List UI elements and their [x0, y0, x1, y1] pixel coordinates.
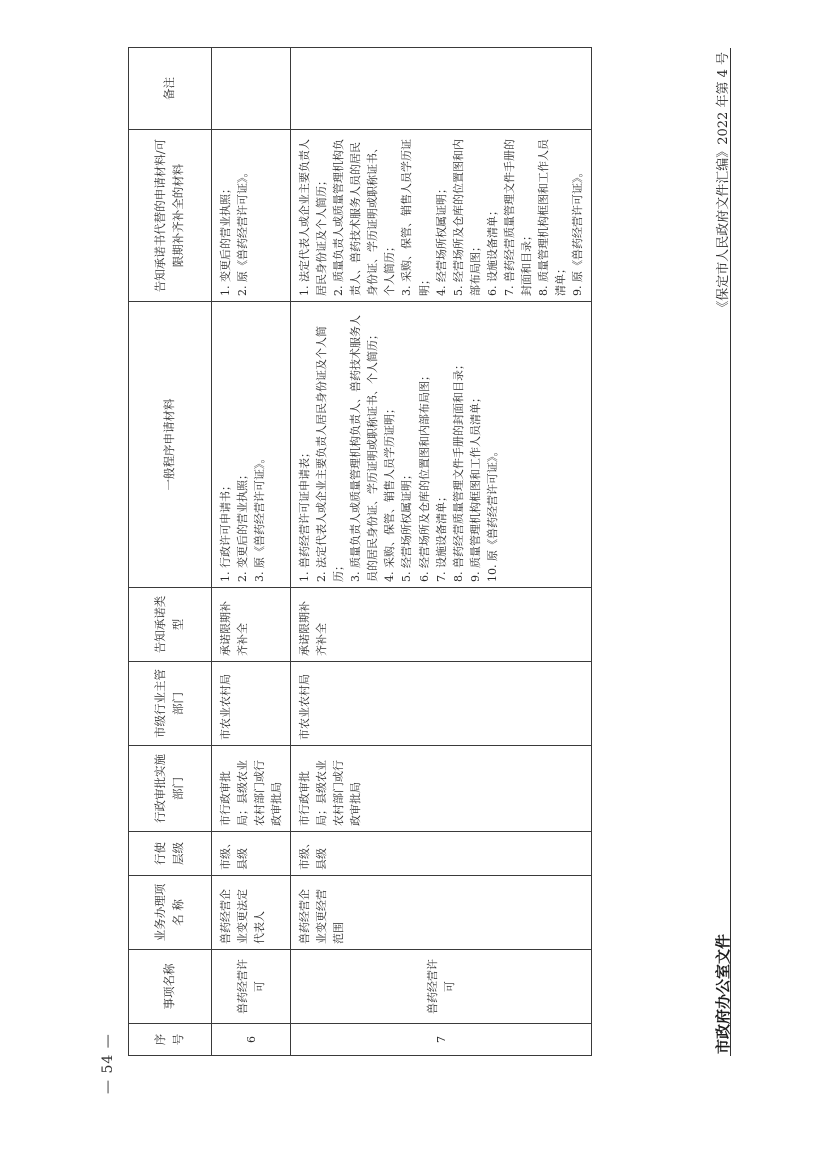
page-number: — 54 —	[100, 1033, 116, 1094]
list-item: 9. 质量管理机构框图和工作人员清单；	[468, 392, 482, 582]
list-item: 2. 变更后的营业执照；	[236, 469, 250, 582]
cell-sub-item: 兽药经营企业变更经营范围	[291, 876, 592, 950]
cell-item-name: 兽药经营许可	[212, 950, 291, 1024]
header-rule	[730, 48, 731, 1056]
approval-items-table	[128, 47, 592, 1056]
col-header-general-materials: 一般程序申请材料	[129, 302, 212, 588]
cell-remark	[212, 48, 291, 130]
cell-approval-dept: 市行政审批局；县级农业农村部门或行政审批局	[291, 746, 592, 832]
list-item: 3. 原《兽药经营许可证》。	[253, 452, 267, 582]
cell-seq: 7	[291, 1024, 592, 1056]
cell-replaced-materials	[291, 130, 592, 302]
list-item: 1. 兽药经营许可证申请表；	[298, 447, 312, 582]
header-issuer: 市政府办公室文件	[714, 933, 732, 1054]
cell-general-materials	[291, 302, 592, 588]
col-header-item-name: 事项名称	[129, 950, 212, 1024]
list-item: 3. 质量负责人或质量管理机构负责人、兽药技术服务人员的居民身份证、学历证明或职称证书、个人简历；	[349, 315, 380, 582]
col-header-authority: 市级行业主管部门	[129, 662, 212, 746]
cell-replaced-materials	[212, 130, 291, 302]
list-item: 10. 原《兽药经营许可证》。	[485, 445, 499, 582]
cell-item-name: 兽药经营许可	[291, 950, 592, 1024]
cell-promise-type: 承诺限期补齐补全	[291, 588, 592, 662]
list-item: 9. 原《兽药经营许可证》。	[570, 166, 584, 296]
cell-general-materials	[212, 302, 291, 588]
list-item: 3. 采购、保管、销售人员学历证明；	[400, 139, 431, 296]
cell-approval-dept: 市行政审批局；县级农业农村部门或行政审批局	[212, 746, 291, 832]
list-item: 6. 设施设备清单；	[485, 205, 499, 296]
list-item: 4. 经营场所权属证明；	[434, 183, 448, 296]
replaced-materials-list	[296, 135, 586, 296]
cell-sub-item: 兽药经营企业变更法定代表人	[212, 876, 291, 950]
table-row	[212, 48, 291, 1056]
list-item: 8. 质量管理机构框图和工作人员清单；	[536, 139, 567, 296]
col-header-replaced-materials: 告知承诺书代替的申请材料/可限期补齐补全的材料	[129, 130, 212, 302]
cell-authority: 市农业农村局	[212, 662, 291, 746]
col-header-promise-type: 告知承诺类型	[129, 588, 212, 662]
col-header-sub-item: 业务办理项名 称	[129, 876, 212, 950]
cell-level: 市级、县级	[291, 832, 592, 876]
list-item: 2. 质量负责人或质量管理机构负责人、兽药技术服务人员的居民身份证、学历证明或职称证书、个人简历；	[332, 139, 397, 296]
list-item: 2. 原《兽药经营许可证》。	[236, 166, 250, 296]
general-materials-list	[217, 307, 268, 582]
cell-level: 市级、县级	[212, 832, 291, 876]
list-item: 1. 变更后的营业执照；	[219, 183, 232, 296]
cell-authority: 市农业农村局	[291, 662, 592, 746]
table-header-row	[129, 48, 212, 1056]
col-header-seq: 序号	[129, 1024, 212, 1056]
list-item: 6. 经营场所及仓库的位置图和内部布局图；	[417, 370, 431, 582]
replaced-materials-list	[217, 135, 251, 296]
table-row	[291, 48, 592, 1056]
list-item: 1. 行政许可申请书；	[219, 480, 232, 582]
header-compilation-title: 《保定市人民政府文件汇编》2022 年第 4 号	[716, 52, 731, 314]
list-item: 4. 采购、保管、销售人员学历证明；	[383, 403, 397, 582]
cell-seq: 6	[212, 1024, 291, 1056]
col-header-approval-dept: 行政审批实施部门	[129, 746, 212, 832]
cell-remark	[291, 48, 592, 130]
list-item: 7. 设施设备清单；	[434, 491, 448, 582]
list-item: 5. 经营场所及仓库的位置图和内部布局图；	[451, 139, 482, 296]
list-item: 2. 法定代表人或企业主要负责人居民身份证及个人简历；	[315, 326, 346, 582]
list-item: 5. 经营场所权属证明；	[400, 469, 414, 582]
col-header-level: 行使层级	[129, 832, 212, 876]
list-item: 1. 法定代表人或企业主要负责人居民身份证及个人简历；	[298, 139, 329, 296]
list-item: 8. 兽药经营质量管理文件手册的封面和目录；	[451, 359, 465, 582]
cell-promise-type: 承诺限期补齐补全	[212, 588, 291, 662]
list-item: 7. 兽药经营质量管理文件手册的封面和目录；	[502, 139, 533, 296]
col-header-remark: 备注	[129, 48, 212, 130]
general-materials-list	[296, 307, 501, 582]
